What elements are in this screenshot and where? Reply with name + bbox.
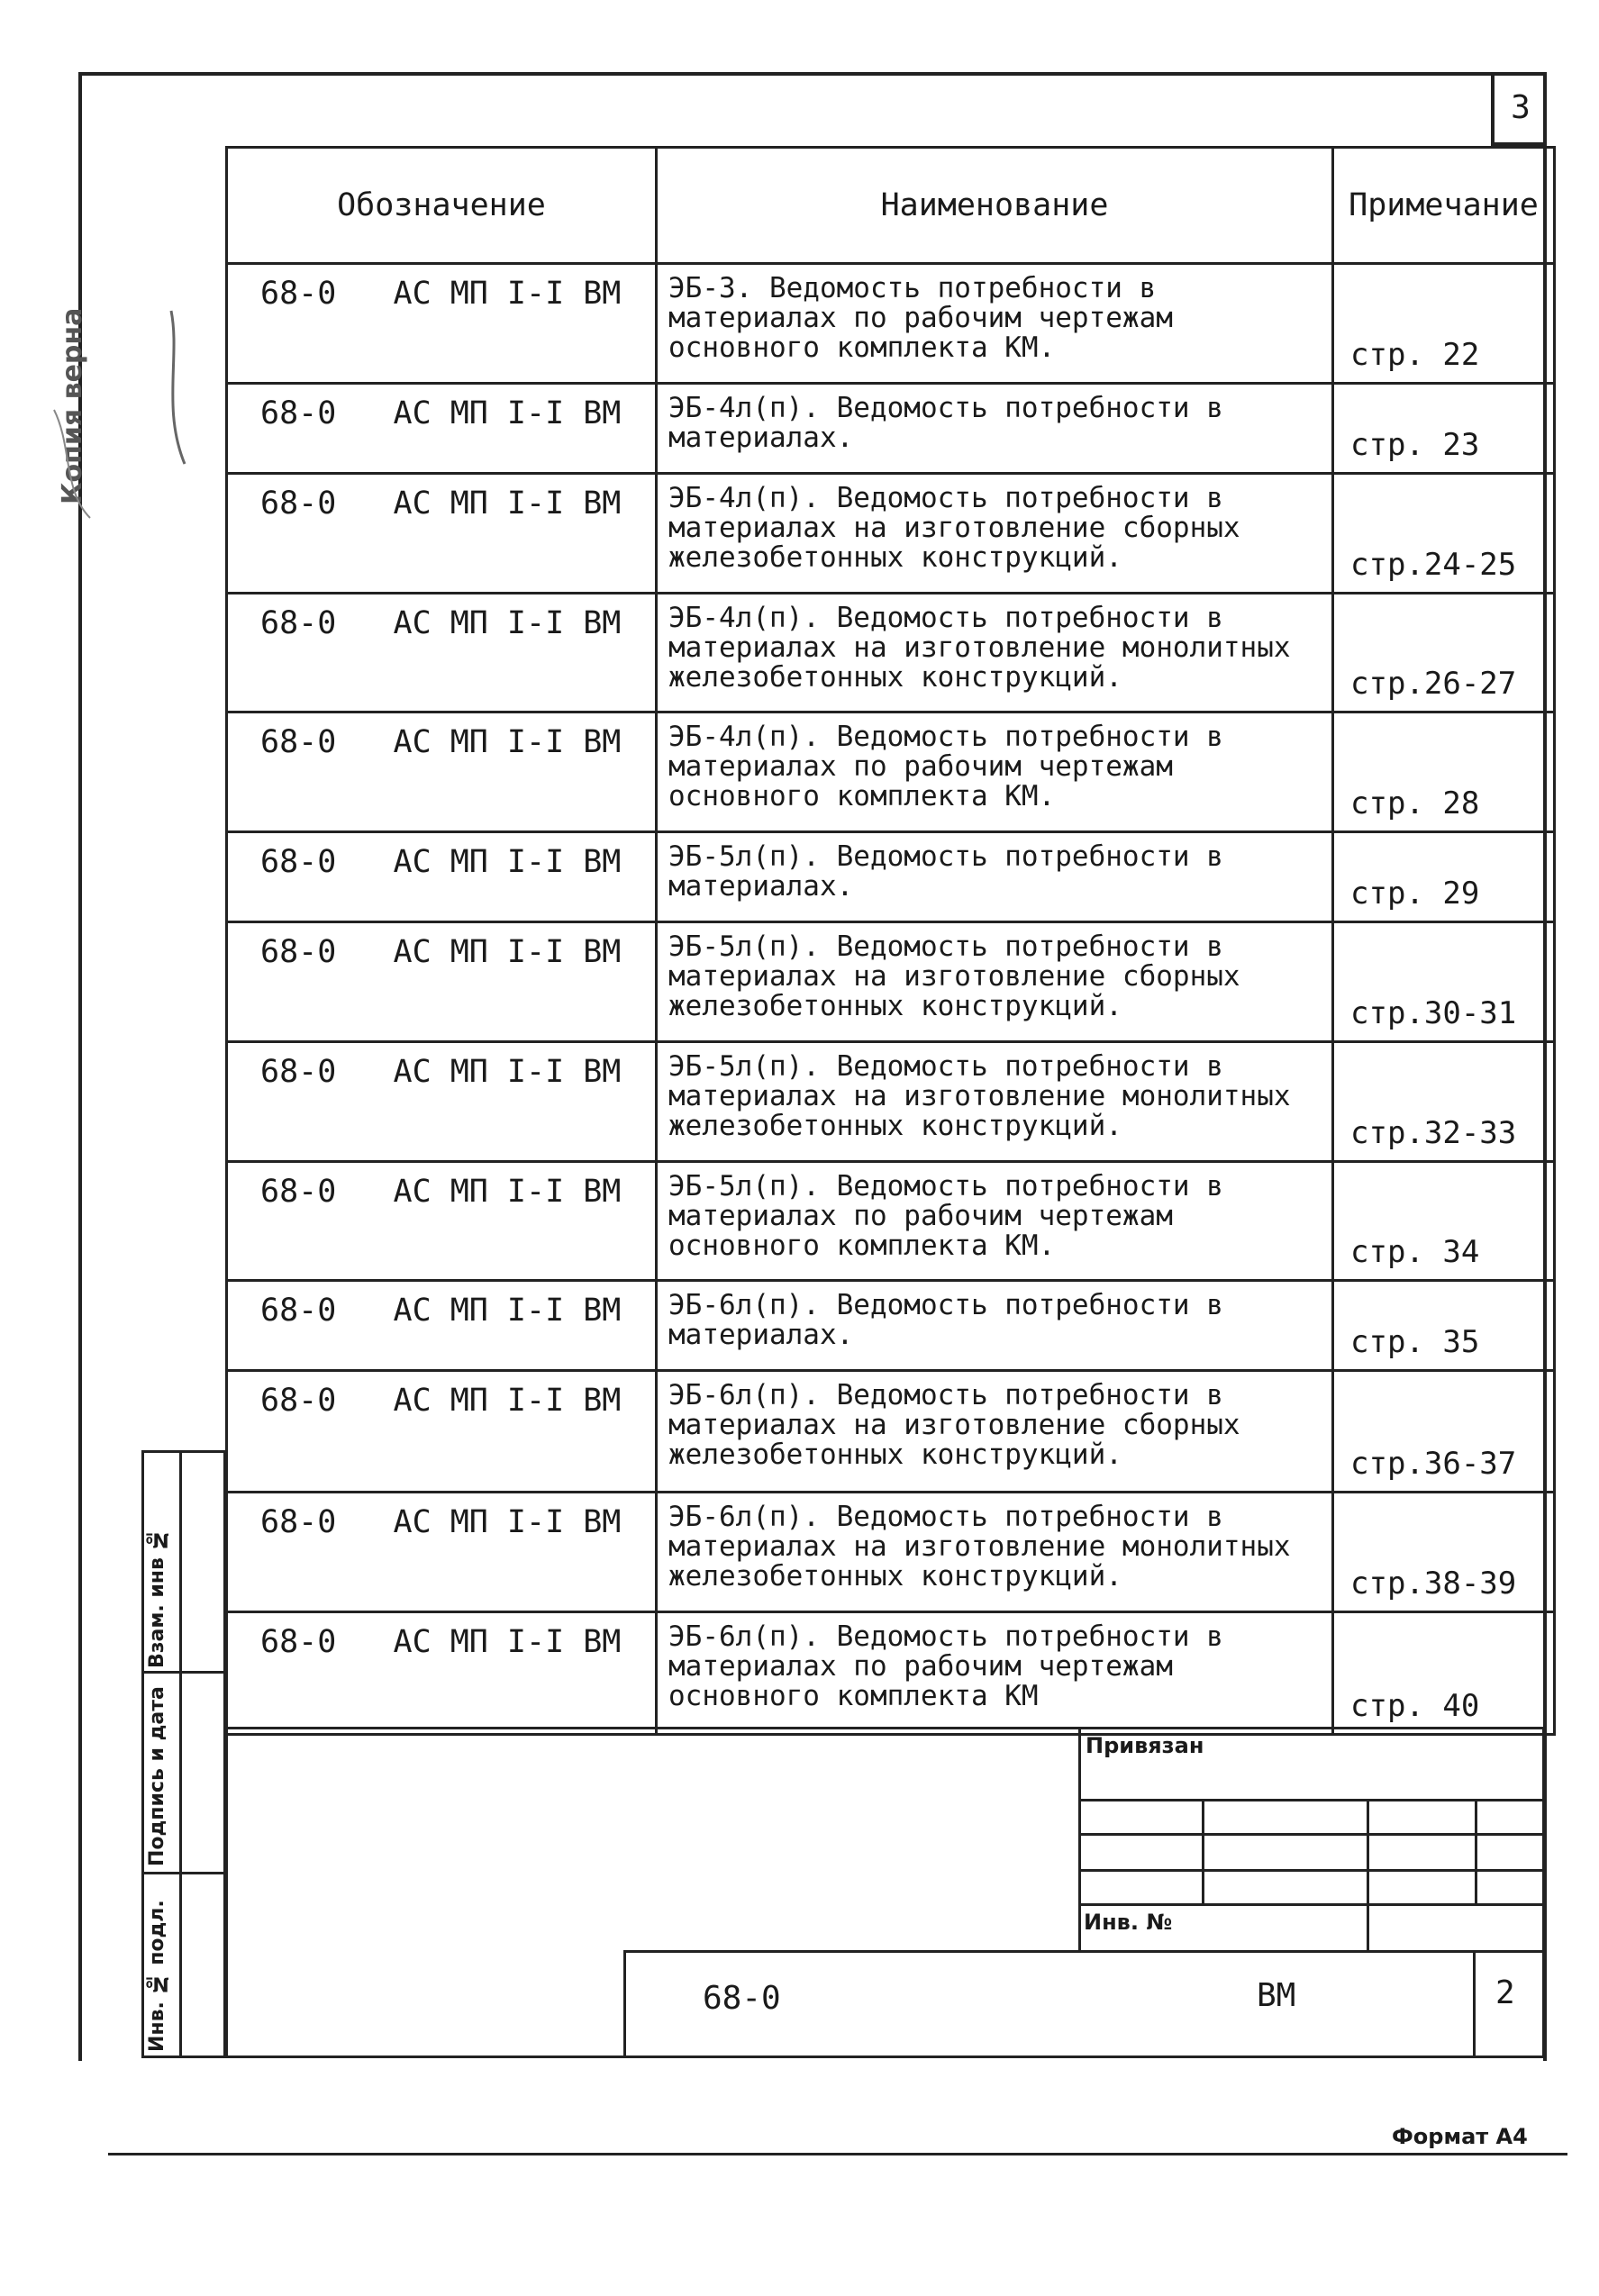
table-row — [227, 264, 1555, 384]
row-note: стр. 34 — [1333, 1162, 1555, 1281]
row-note: стр.32-33 — [1333, 1042, 1555, 1162]
row-note: стр. 22 — [1333, 264, 1555, 384]
table-row — [227, 1612, 1555, 1735]
row-designation: 68-0 АС МП I-I ВМ — [227, 922, 657, 1042]
header-designation: Обозначение — [227, 148, 657, 264]
table-row — [227, 832, 1555, 922]
inv-orig-label: Инв. № подл. — [146, 1900, 168, 2052]
table-row — [227, 1371, 1555, 1493]
row-designation: 68-0 АС МП I-I ВМ — [227, 832, 657, 922]
row-designation: 68-0 АС МП I-I ВМ — [227, 1493, 657, 1612]
doc-mark: ВМ — [1257, 1977, 1296, 2014]
table-row — [227, 922, 1555, 1042]
row-designation: 68-0 АС МП I-I ВМ — [227, 1162, 657, 1281]
row-designation: 68-0 АС МП I-I ВМ — [227, 712, 657, 832]
copy-stamp-text: Копия верна — [57, 307, 88, 504]
table-row — [227, 1493, 1555, 1612]
header-name: Наименование — [657, 148, 1333, 264]
table-row — [227, 474, 1555, 594]
row-name: ЭБ-3. Ведомость потребности в материалах по рабочим чертежам основного комплекта КМ. — [657, 264, 1333, 384]
row-designation: 68-0 АС МП I-I ВМ — [227, 1612, 657, 1735]
bound-label: Привязан — [1086, 1733, 1204, 1758]
row-note: стр. 28 — [1333, 712, 1555, 832]
replace-inv-label: Взам. инв № — [146, 1528, 168, 1668]
table-row — [227, 384, 1555, 474]
specification-table — [225, 146, 1556, 1736]
table-header-row — [227, 148, 1555, 264]
row-note: стр.26-27 — [1333, 594, 1555, 712]
row-name: ЭБ-6л(п). Ведомость потребности в материалах на изготовление монолитных железобетонных конструкций. — [657, 1493, 1333, 1612]
doc-code: 68-0 — [703, 1980, 781, 2017]
row-note: стр.30-31 — [1333, 922, 1555, 1042]
row-name: ЭБ-5л(п). Ведомость потребности в материалах на изготовление сборных железобетонных конструкций. — [657, 922, 1333, 1042]
row-designation: 68-0 АС МП I-I ВМ — [227, 1371, 657, 1493]
row-designation: 68-0 АС МП I-I ВМ — [227, 1042, 657, 1162]
header-note: Примечание — [1333, 148, 1555, 264]
row-name: ЭБ-4л(п). Ведомость потребности в материалах по рабочим чертежам основного комплекта КМ. — [657, 712, 1333, 832]
bottom-rule — [108, 2153, 1567, 2155]
row-note: стр.38-39 — [1333, 1493, 1555, 1612]
row-designation: 68-0 АС МП I-I ВМ — [227, 1281, 657, 1371]
row-name: ЭБ-4л(п). Ведомость потребности в материалах на изготовление сборных железобетонных конструкций. — [657, 474, 1333, 594]
row-name: ЭБ-6л(п). Ведомость потребности в материалах по рабочим чертежам основного комплекта КМ — [657, 1612, 1333, 1735]
table-row — [227, 594, 1555, 712]
row-name: ЭБ-5л(п). Ведомость потребности в материалах по рабочим чертежам основного комплекта КМ. — [657, 1162, 1333, 1281]
format-label: Формат А4 — [1392, 2124, 1528, 2149]
copy-stamp-icon — [36, 275, 198, 536]
sign-date-label: Подпись и дата — [146, 1686, 168, 1866]
stamp-sheet-number: 2 — [1495, 1974, 1515, 2011]
row-name: ЭБ-5л(п). Ведомость потребности в материалах. — [657, 832, 1333, 922]
row-name: ЭБ-6л(п). Ведомость потребности в материалах. — [657, 1281, 1333, 1371]
inv-label: Инв. № — [1084, 1910, 1173, 1935]
row-name: ЭБ-6л(п). Ведомость потребности в материалах на изготовление сборных железобетонных конструкций. — [657, 1371, 1333, 1493]
row-designation: 68-0 АС МП I-I ВМ — [227, 474, 657, 594]
row-note: стр. 35 — [1333, 1281, 1555, 1371]
table-row — [227, 712, 1555, 832]
row-note: стр.36-37 — [1333, 1371, 1555, 1493]
row-designation: 68-0 АС МП I-I ВМ — [227, 264, 657, 384]
row-name: ЭБ-4л(п). Ведомость потребности в материалах на изготовление монолитных железобетонных конструкций. — [657, 594, 1333, 712]
table-row — [227, 1162, 1555, 1281]
row-designation: 68-0 АС МП I-I ВМ — [227, 384, 657, 474]
row-designation: 68-0 АС МП I-I ВМ — [227, 594, 657, 712]
row-note: стр.24-25 — [1333, 474, 1555, 594]
row-note: стр. 29 — [1333, 832, 1555, 922]
row-name: ЭБ-4л(п). Ведомость потребности в материалах. — [657, 384, 1333, 474]
row-note: стр. 23 — [1333, 384, 1555, 474]
row-note: стр. 40 — [1333, 1612, 1555, 1735]
row-name: ЭБ-5л(п). Ведомость потребности в материалах на изготовление монолитных железобетонных конструкций. — [657, 1042, 1333, 1162]
sheet-number: 3 — [1491, 72, 1547, 146]
table-row — [227, 1281, 1555, 1371]
table-row — [227, 1042, 1555, 1162]
